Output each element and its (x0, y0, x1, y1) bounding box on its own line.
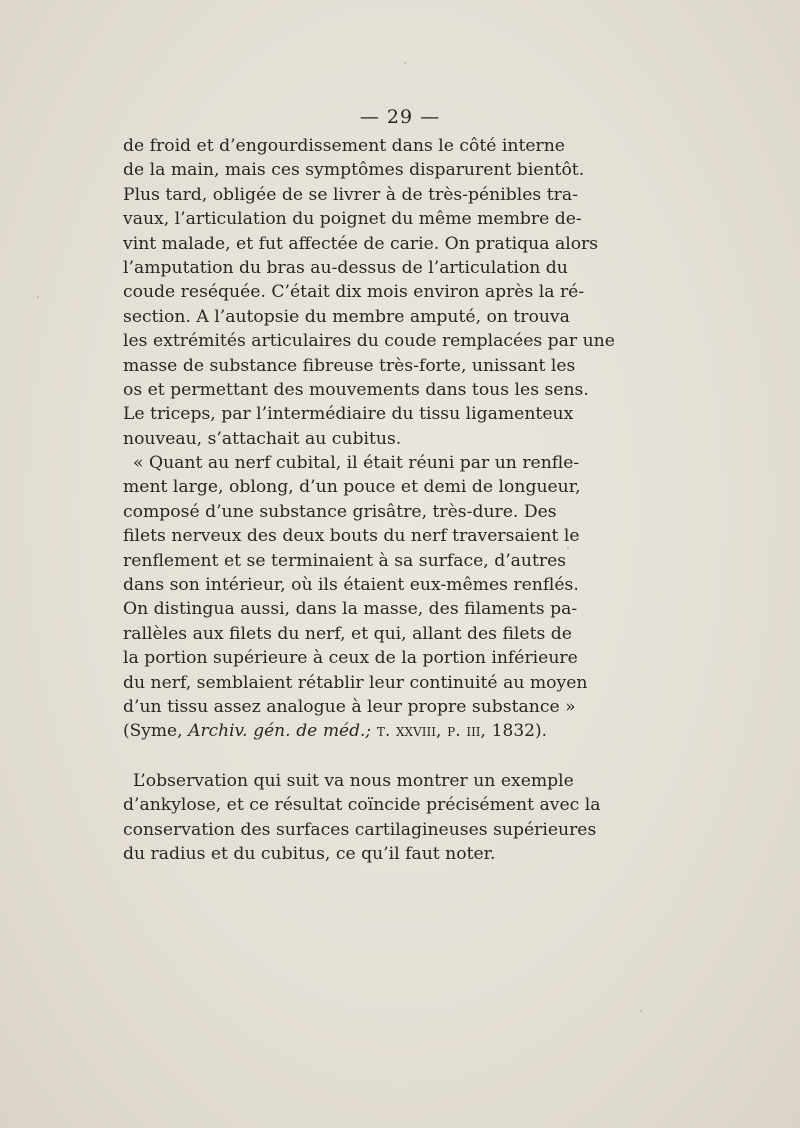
citation-line (123, 719, 547, 743)
paragraph-gap (123, 744, 547, 769)
text-line: section. A l’autopsie du membre amputé, on trouva (123, 306, 570, 327)
text-line: os et permettant des mouvements dans tous les sens. (123, 379, 589, 400)
text-line: du radius et du cubitus, ce qu’il faut noter. (123, 843, 496, 864)
text-line: de froid et d’engourdissement dans le côté interne (123, 136, 565, 156)
citation-journal: Archiv. gén. de méd.; (188, 721, 372, 742)
text-line: filets nerveux des deux bouts du nerf traversaient le (123, 526, 580, 547)
text-line: nouveau, s’attachait au cubitus. (123, 428, 402, 449)
text-line: l’amputation du bras au-dessus de l’articulation du (123, 257, 568, 278)
text-line: dans son intérieur, où ils étaient eux-mêmes renflés. (123, 575, 579, 596)
text-line: du nerf, semblaient rétablir leur continuité au moyen (123, 672, 588, 693)
text-line: de la main, mais ces symptômes disparurent bientôt. (123, 160, 585, 181)
text-line: masse de substance fibreuse très-forte, unissant les (123, 355, 576, 376)
text-line: Plus tard, obligée de se livrer à de très-pénibles tra- (123, 184, 578, 205)
text-line: L’observation qui suit va nous montrer un exemple (133, 770, 574, 791)
paper-speck (640, 1010, 642, 1012)
paragraph-nerve-quote (123, 451, 588, 744)
text-line: d’ankylose, et ce résultat coïncide précisément avec la (123, 795, 601, 816)
text-line: composé d’une substance grisâtre, très-dure. Des (123, 501, 557, 522)
text-line: d’un tissu assez analogue à leur propre substance » (123, 696, 576, 717)
paragraph-ankylosis (123, 769, 601, 867)
text-line: vint malade, et fut affectée de carie. On pratiqua alors (123, 233, 599, 254)
text-line: vaux, l’articulation du poignet du même membre de- (123, 209, 582, 230)
text-line: la portion supérieure à ceux de la portion inférieure (123, 648, 578, 669)
text-line: « Quant au nerf cubital, il était réuni par un renfle- (133, 453, 580, 474)
text-line: On distingua aussi, dans la masse, des filaments pa- (123, 599, 578, 620)
body-text (123, 134, 615, 866)
paper-speck (567, 547, 569, 549)
paragraph-case-report (123, 134, 615, 451)
citation-volume: t. xxviii, p. iii, 1832). (371, 721, 547, 742)
text-line: coude reséquée. C’était dix mois environ après la ré- (123, 282, 585, 303)
text-line: conservation des surfaces cartilagineuses supérieures (123, 819, 597, 840)
page-number: — 29 — (359, 106, 441, 128)
text-line: les extrémités articulaires du coude remplacées par une (123, 331, 615, 352)
text-line: rallèles aux filets du nerf, et qui, allant des filets de (123, 623, 572, 644)
text-line: renflement et se terminaient à sa surface, d’autres (123, 550, 567, 571)
text-line: ment large, oblong, d’un pouce et demi de longueur, (123, 477, 581, 498)
text-line: Le triceps, par l’intermédiaire du tissu ligamenteux (123, 404, 574, 425)
citation-open: (Syme, (123, 721, 189, 742)
paper-speck (37, 296, 39, 298)
paper-speck (404, 62, 406, 64)
